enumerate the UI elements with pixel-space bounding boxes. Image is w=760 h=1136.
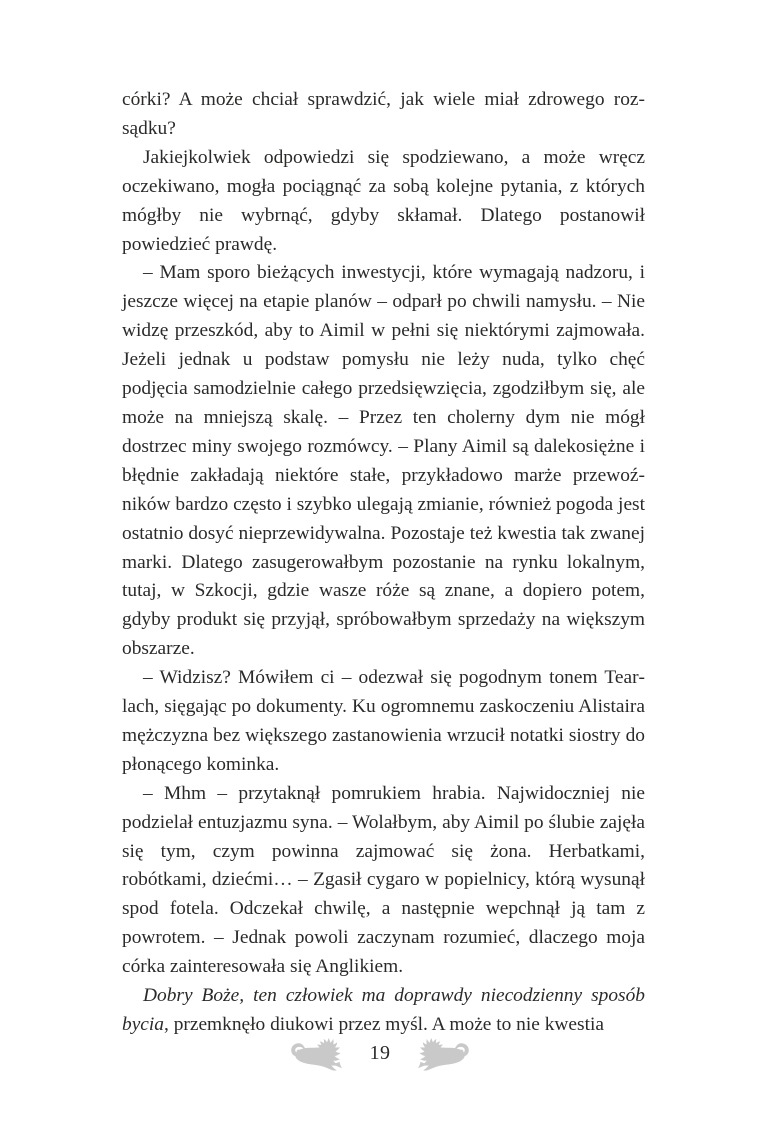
page-body-text [122, 86, 645, 1040]
paragraph-6-emphasis: Dobry Boże, ten człowiek ma doprawdy niecodzienny sposób bycia [122, 985, 645, 1035]
paragraph-1: córki? A może chciał sprawdzić, jak wiele miał zdrowego rozsądku? [122, 89, 645, 139]
leaf-flourish-ornament-left [285, 1037, 357, 1071]
paragraph-6-rest: , przemknęło diukowi przez myśl. A może to nie kwestia [164, 1014, 604, 1035]
page-number: 19 [369, 1042, 391, 1064]
paragraph-5: – Mhm – przytaknął pomrukiem hrabia. Najwidoczniej nie podzielał entuzjazmu syna. – Wolałbym, aby Aimil po ślubie zajęła się tym, czym powinna zajmować się żona. Herbatkami, robótkami, dziećmi… – Zgasił cygaro w popielnicy, którą wysunął spod fotela. Odczekał chwilę, a następnie wepchnął ją tam z powrotem. – Jednak powoli zaczynam rozumieć, dlaczego moja córka zainteresowała się Anglikiem. [122, 782, 645, 978]
paragraph-4: – Widzisz? Mówiłem ci – odezwał się pogodnym tonem Tearlach, sięgając po dokumenty. Ku ogromnemu zaskoczeniu Alistaira mężczyzna bez większego zastanowienia wrzucił notatki siostry do płonącego kominka. [122, 667, 645, 775]
page-footer [0, 1032, 760, 1076]
paragraph-2: Jakiejkolwiek odpowiedzi się spodziewano, a może wręcz oczekiwano, mogła pociągnąć za sobą kolejne pytania, z których mógłby nie wybrnąć, gdyby skłamał. Dlatego postanowił powiedzieć prawdę. [122, 146, 645, 255]
leaf-flourish-ornament-right [403, 1037, 475, 1071]
paragraph-3: – Mam sporo bieżących inwestycji, które wymagają nadzoru, i jeszcze więcej na etapie planów – odparł po chwili namysłu. – Nie widzę przeszkód, aby to Aimil w pełni się niektórymi zajmowała. Jeżeli jednak u podstaw pomysłu nie leży nuda, tylko chęć podjęcia samodzielnie całego przedsięwzięcia, zgodziłbym się, ale może na mniejszą skalę. – Przez ten cholerny dym nie mógł dostrzec miny swojego rozmówcy. – Plany Aimil są dalekosiężne i błędnie zakładają niektóre stałe, przykładowo marże przewoźników bardzo często i szybko ulegają zmianie, również pogoda jest ostatnio dosyć nieprzewidywalna. Pozostaje też kwestia tak zwanej marki. Dlatego zasugerowałbym pozostanie na rynku lokalnym, tutaj, w Szkocji, gdzie wasze róże są znane, a dopiero potem, gdyby produkt się przyjął, spróbowałbym sprzedaży na większym obszarze. [122, 262, 645, 660]
